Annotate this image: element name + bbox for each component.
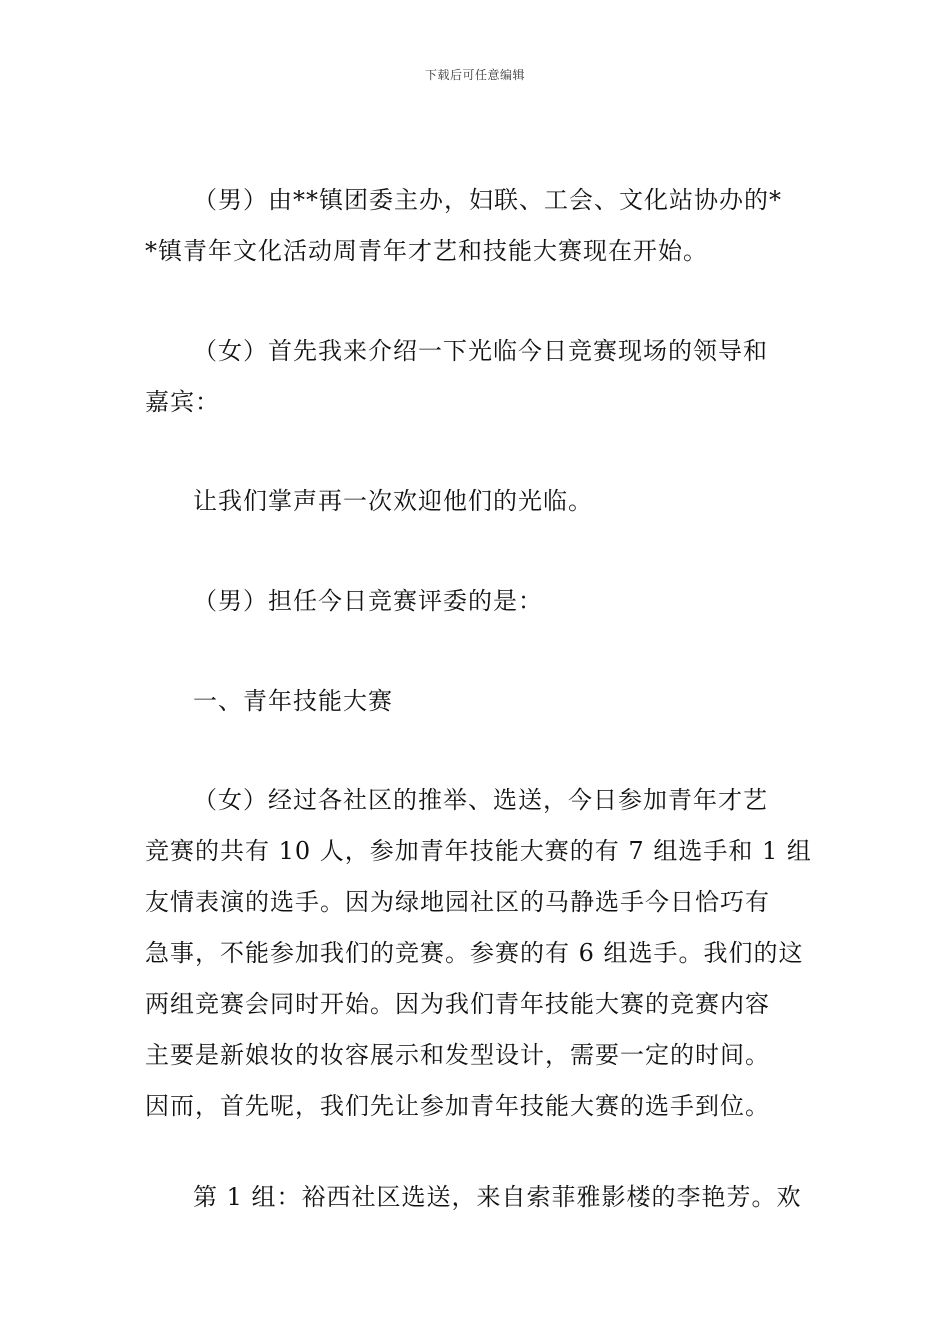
text-line: 第 1 组：裕西社区选送，来自索菲雅影楼的李艳芳。欢 [193, 1183, 802, 1211]
paragraph-judges [145, 576, 809, 627]
text-line: 竞赛的共有 10 人，参加青年技能大赛的有 7 组选手和 1 组 [145, 837, 812, 865]
paragraph-applause [145, 476, 809, 527]
text-line: 因而，首先呢，我们先让参加青年技能大赛的选手到位。 [145, 1092, 770, 1120]
text-line: （女）经过各社区的推举、选送，今日参加青年才艺 [193, 786, 768, 814]
text-line: （女）首先我来介绍一下光临今日竞赛现场的领导和 [193, 337, 768, 365]
text-line: *镇青年文化活动周青年才艺和技能大赛现在开始。 [145, 237, 708, 265]
paragraph-contest-details [145, 775, 812, 1132]
text-line: 主要是新娘妆的妆容展示和发型设计，需要一定的时间。 [145, 1041, 770, 1069]
text-line: 让我们掌声再一次欢迎他们的光临。 [193, 487, 593, 515]
text-line: 嘉宾： [145, 388, 220, 416]
text-line: 两组竞赛会同时开始。因为我们青年技能大赛的竞赛内容 [145, 990, 770, 1018]
text-line: 急事，不能参加我们的竞赛。参赛的有 6 组选手。我们的这 [145, 939, 804, 967]
text-line: 一、青年技能大赛 [193, 687, 393, 715]
section-heading [145, 676, 809, 727]
paragraph-opening-announcement [145, 175, 809, 277]
paragraph-guest-introduction [145, 326, 809, 428]
text-line: 友情表演的选手。因为绿地园社区的马静选手今日恰巧有 [145, 888, 770, 916]
text-line: （男）由**镇团委主办，妇联、工会、文化站协办的* [193, 186, 782, 214]
paragraph-group-one [145, 1172, 809, 1223]
page-header: 下载后可任意编辑 [424, 68, 525, 82]
text-line: （男）担任今日竞赛评委的是： [193, 587, 543, 615]
